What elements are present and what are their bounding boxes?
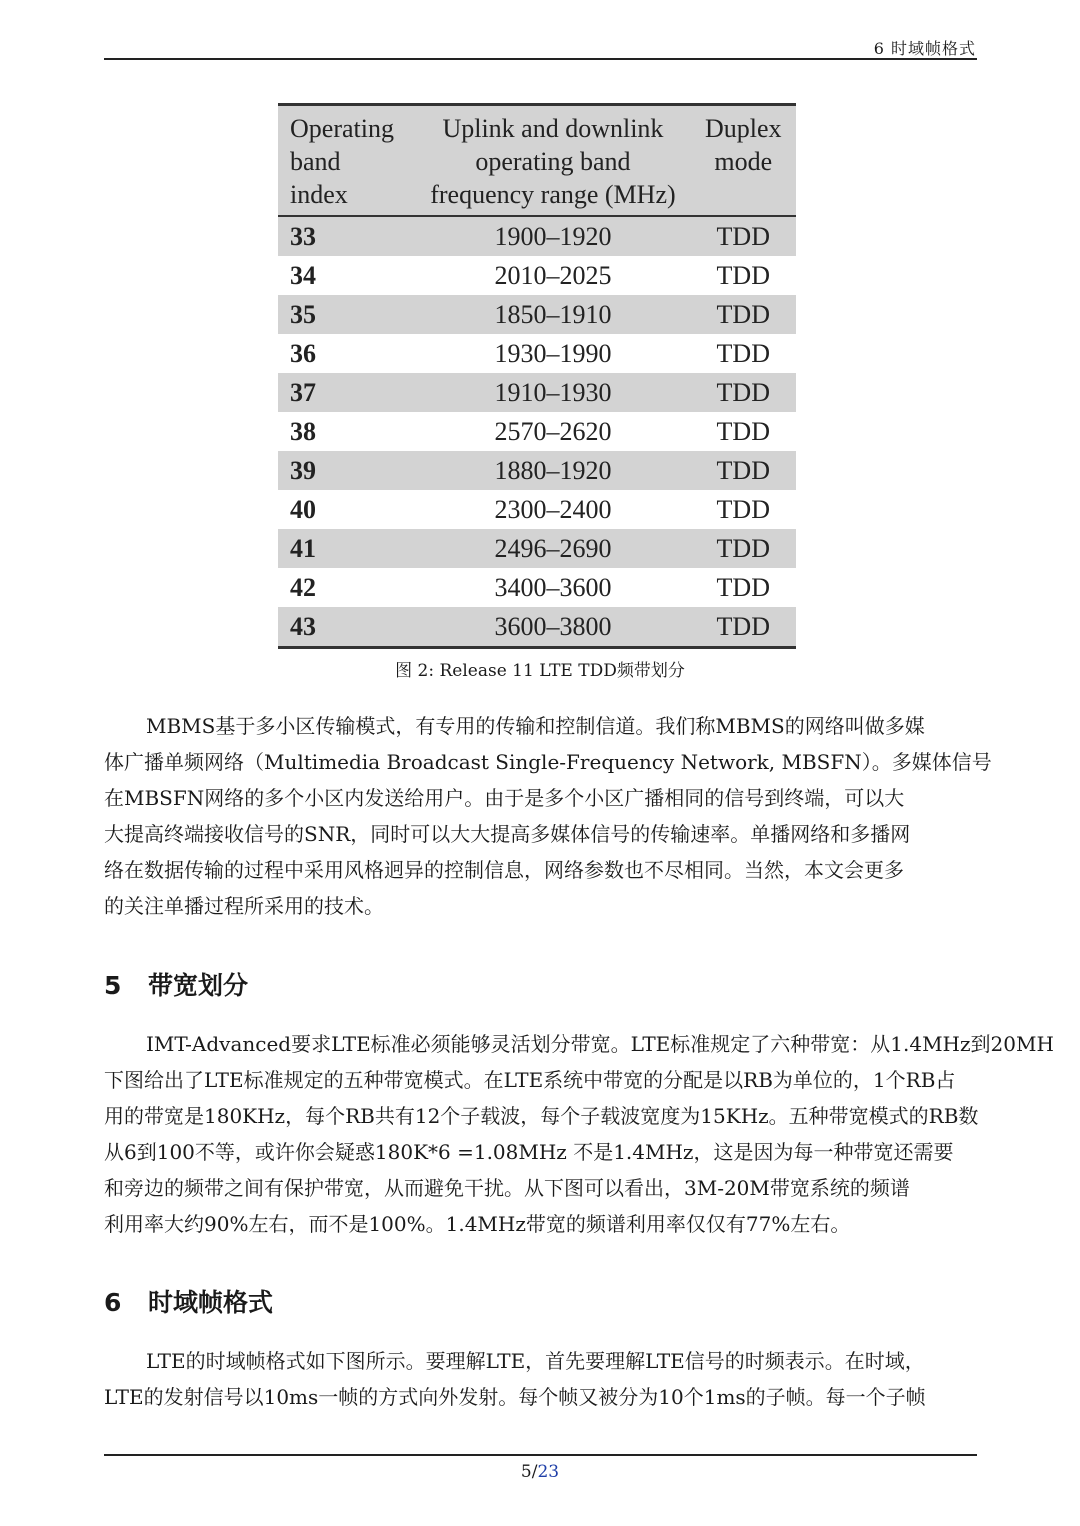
text-line: LTE的发射信号以10ms一帧的方式向外发射。每个帧又被分为10个1ms的子帧。每一个子帧 xyxy=(104,1385,926,1409)
table-row xyxy=(278,451,796,490)
header-line: frequency range (MHz) xyxy=(430,180,676,209)
header-line: mode xyxy=(714,147,773,176)
header-line: band xyxy=(290,147,341,176)
frequency-range-cell: 1930–1990 xyxy=(494,339,612,368)
header-line: index xyxy=(290,180,348,209)
band-index-cell: 36 xyxy=(290,339,316,368)
band-index-cell: 41 xyxy=(290,534,316,563)
band-index-cell: 43 xyxy=(278,607,415,648)
frequency-range-cell: 1850–1910 xyxy=(494,300,612,329)
frequency-range-cell: 3600–3800 xyxy=(415,607,690,648)
text-line: 在MBSFN网络的多个小区内发送给用户。由于是多个小区广播相同的信号到终端，可以大 xyxy=(104,786,905,810)
duplex-mode-cell: TDD xyxy=(691,607,796,648)
frequency-range-cell: 3400–3600 xyxy=(494,573,612,602)
running-head: 6 时域帧格式 xyxy=(873,39,976,58)
table-row xyxy=(278,529,796,568)
table-row xyxy=(278,216,796,256)
duplex-mode-cell: TDD xyxy=(716,222,770,251)
footer-rule xyxy=(104,1454,977,1456)
section-number: 6 xyxy=(104,1288,122,1317)
table-row xyxy=(278,256,796,295)
text-line: 用的带宽是180KHz，每个RB共有12个子载波，每个子载波宽度为15KHz。五种带宽模式的RB数 xyxy=(104,1104,979,1128)
table-row xyxy=(278,490,796,529)
frequency-range-cell: 2010–2025 xyxy=(494,261,612,290)
duplex-mode-cell: TDD xyxy=(716,417,770,446)
paragraph-frame xyxy=(104,1343,977,1415)
table-row xyxy=(278,412,796,451)
section-number: 5 xyxy=(104,971,122,1000)
page-current: 5/ xyxy=(520,1462,538,1482)
text-line: 利用率大约90%左右，而不是100%。1.4MHz带宽的频谱利用率仅仅有77%左右。 xyxy=(104,1212,851,1236)
duplex-mode-cell: TDD xyxy=(716,339,770,368)
table-row xyxy=(278,607,796,648)
band-index-cell: 40 xyxy=(290,495,316,524)
paragraph-bandwidth xyxy=(104,1026,1054,1242)
section-title: 时域帧格式 xyxy=(148,1288,274,1317)
duplex-mode-cell: TDD xyxy=(716,261,770,290)
header-duplex-mode xyxy=(691,105,796,217)
duplex-mode-cell: TDD xyxy=(716,534,770,563)
table-header-row xyxy=(278,105,796,217)
band-index-cell: 35 xyxy=(290,300,316,329)
header-rule xyxy=(104,58,977,60)
duplex-mode-cell: TDD xyxy=(716,495,770,524)
duplex-mode-cell: TDD xyxy=(716,378,770,407)
band-index-cell: 34 xyxy=(290,261,316,290)
frequency-range-cell: 1910–1930 xyxy=(494,378,612,407)
section-title: 带宽划分 xyxy=(148,971,249,1000)
header-frequency-range xyxy=(415,105,690,217)
text-line: LTE的时域帧格式如下图所示。要理解LTE，首先要理解LTE信号的时频表示。在时域， xyxy=(146,1349,925,1373)
text-line: 和旁边的频带之间有保护带宽，从而避免干扰。从下图可以看出，3M-20M带宽系统的频谱 xyxy=(104,1176,910,1200)
page-total-link[interactable]: 23 xyxy=(537,1462,560,1482)
header-band-index xyxy=(278,105,415,217)
table-row xyxy=(278,295,796,334)
table-row xyxy=(278,373,796,412)
table-row xyxy=(278,568,796,607)
header-line: operating band xyxy=(475,147,631,176)
band-index-cell: 37 xyxy=(290,378,316,407)
text-line: MBMS基于多小区传输模式，有专用的传输和控制信道。我们称MBMS的网络叫做多媒 xyxy=(146,714,925,738)
page-number xyxy=(0,1462,1080,1482)
band-table xyxy=(278,103,796,649)
frequency-range-cell: 2570–2620 xyxy=(494,417,612,446)
text-line: 大提高终端接收信号的SNR，同时可以大大提高多媒体信号的传输速率。单播网络和多播网 xyxy=(104,822,911,846)
band-index-cell: 39 xyxy=(290,456,316,485)
text-line: 体广播单频网络（Multimedia Broadcast Single-Frequency Network, MBSFN）。多媒体信号 xyxy=(104,750,992,774)
duplex-mode-cell: TDD xyxy=(716,573,770,602)
duplex-mode-cell: TDD xyxy=(716,300,770,329)
table-caption: 图 2: Release 11 LTE TDD频带划分 xyxy=(395,661,685,681)
band-index-cell: 42 xyxy=(290,573,316,602)
band-index-cell: 33 xyxy=(290,222,316,251)
frequency-range-cell: 1900–1920 xyxy=(494,222,612,251)
frequency-range-cell: 2496–2690 xyxy=(494,534,612,563)
frequency-range-cell: 2300–2400 xyxy=(494,495,612,524)
header-line: Operating xyxy=(290,114,394,143)
header-line: Uplink and downlink xyxy=(442,114,664,143)
duplex-mode-cell: TDD xyxy=(716,456,770,485)
frequency-range-cell: 1880–1920 xyxy=(494,456,612,485)
text-line: 络在数据传输的过程中采用风格迥异的控制信息，网络参数也不尽相同。当然，本文会更多 xyxy=(104,858,904,882)
text-line: IMT-Advanced要求LTE标准必须能够灵活划分带宽。LTE标准规定了六种带宽：从1.4MHz到20MH xyxy=(146,1032,1054,1056)
text-line: 的关注单播过程所采用的技术。 xyxy=(104,894,384,918)
table-row xyxy=(278,334,796,373)
header-line: Duplex xyxy=(705,114,782,143)
text-line: 从6到100不等，或许你会疑惑180K*6 =1.08MHz 不是1.4MHz，这是因为每一种带宽还需要 xyxy=(104,1140,954,1164)
text-line: 下图给出了LTE标准规定的五种带宽模式。在LTE系统中带宽的分配是以RB为单位的，1个RB占 xyxy=(104,1068,956,1092)
section-6-heading xyxy=(104,1283,273,1319)
band-index-cell: 38 xyxy=(290,417,316,446)
paragraph-mbms xyxy=(104,708,992,924)
section-5-heading xyxy=(104,966,248,1002)
